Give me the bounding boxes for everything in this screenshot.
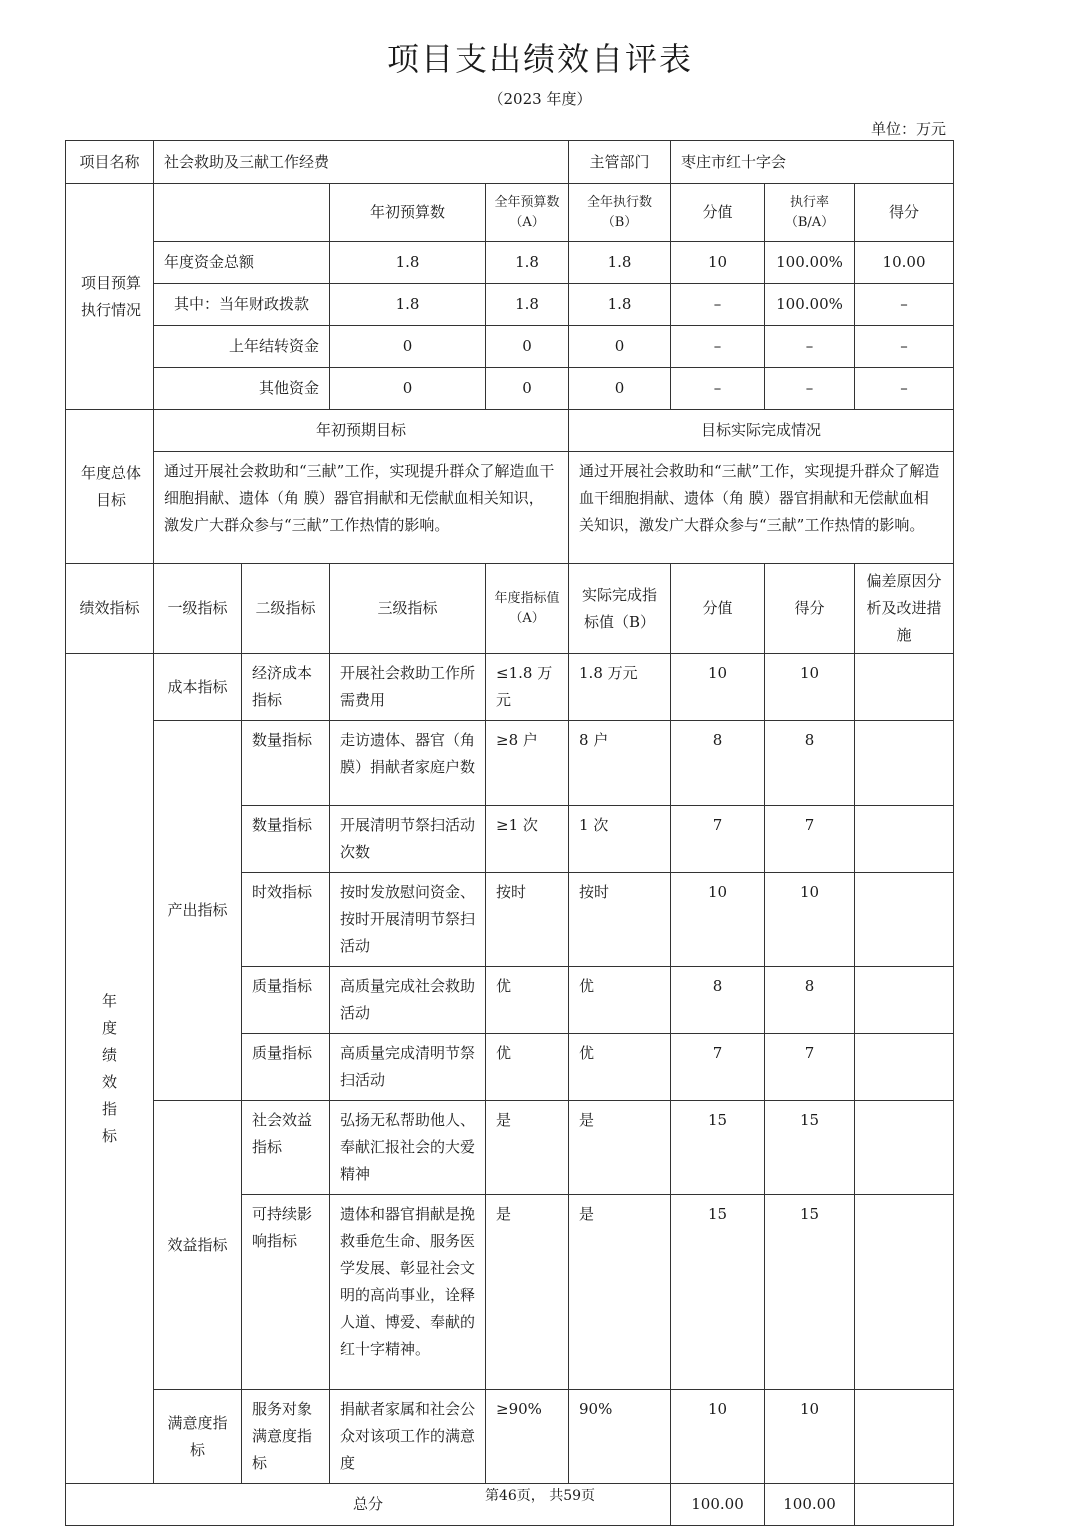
ind-score-value: 10 — [671, 654, 765, 721]
col-level1: 一级指标 — [154, 564, 242, 654]
ind-level2: 社会效益指标 — [242, 1101, 330, 1195]
budget-initial: 1.8 — [330, 242, 486, 284]
col-rate: 执行率 （B/A） — [765, 184, 855, 242]
ind-score-value: 15 — [671, 1195, 765, 1390]
budget-initial: 0 — [330, 326, 486, 368]
project-name-label: 项目名称 — [66, 141, 154, 184]
ind-score-value: 10 — [671, 873, 765, 967]
ind-actual: 90% — [569, 1390, 671, 1484]
ind-score-value: 8 — [671, 967, 765, 1034]
col-annual-budget: 全年预算数 （A） — [486, 184, 569, 242]
ind-deviation — [855, 1390, 954, 1484]
budget-executed: 1.8 — [569, 242, 671, 284]
ind-score: 10 — [765, 1390, 855, 1484]
goals-planned-text: 通过开展社会救助和“三献”工作，实现提升群众了解造血干细胞捐献、遗体（角 膜）器官捐献和无偿献血相关知识，激发广大群众参与“三献”工作热情的影响。 — [154, 452, 569, 564]
ind-actual: 是 — [569, 1101, 671, 1195]
ind-deviation — [855, 1101, 954, 1195]
goals-actual-text: 通过开展社会救助和“三献”工作，实现提升群众了解造血干细胞捐献、遗体（角 膜）器官捐献和无偿献血相关知识，激发广大群众参与“三献”工作热情的影响。 — [569, 452, 954, 564]
budget-row — [66, 284, 954, 326]
ind-target: 是 — [486, 1195, 569, 1390]
budget-annual: 0 — [486, 326, 569, 368]
evaluation-table — [65, 140, 954, 1526]
col-level3: 三级指标 — [330, 564, 486, 654]
ind-score-value: 7 — [671, 1034, 765, 1101]
project-name: 社会救助及三献工作经费 — [154, 141, 569, 184]
indicator-row — [66, 721, 954, 806]
budget-annual: 1.8 — [486, 242, 569, 284]
budget-score: – — [855, 284, 954, 326]
ind-actual: 按时 — [569, 873, 671, 967]
col-ind-score-value: 分值 — [671, 564, 765, 654]
ind-level3: 开展清明节祭扫活动次数 — [330, 806, 486, 873]
budget-row-label: 年度资金总额 — [154, 242, 330, 284]
budget-annual: 0 — [486, 368, 569, 410]
ind-target: 优 — [486, 1034, 569, 1101]
goals-planned-header: 年初预期目标 — [154, 410, 569, 452]
ind-actual: 优 — [569, 1034, 671, 1101]
goals-section-label: 年度总体目标 — [66, 410, 154, 564]
budget-score: 10.00 — [855, 242, 954, 284]
ind-level3: 开展社会救助工作所需费用 — [330, 654, 486, 721]
ind-level3: 捐献者家属和社会公众对该项工作的满意度 — [330, 1390, 486, 1484]
col-deviation: 偏差原因分析及改进措施 — [855, 564, 954, 654]
goals-text-row — [66, 452, 954, 564]
ind-level2: 质量指标 — [242, 967, 330, 1034]
ind-target: ≤1.8 万元 — [486, 654, 569, 721]
col-score-value: 分值 — [671, 184, 765, 242]
total-score-value: 100.00 — [671, 1484, 765, 1526]
ind-target: ≥1 次 — [486, 806, 569, 873]
ind-level2: 服务对象满意度指标 — [242, 1390, 330, 1484]
ind-actual: 8 户 — [569, 721, 671, 806]
ind-target: ≥8 户 — [486, 721, 569, 806]
budget-rate: – — [765, 326, 855, 368]
dept-name: 枣庄市红十字会 — [671, 141, 954, 184]
ind-level3: 弘扬无私帮助他人、奉献汇报社会的大爱精神 — [330, 1101, 486, 1195]
col-executed: 全年执行数 （B） — [569, 184, 671, 242]
budget-score-value: – — [671, 284, 765, 326]
budget-rate: 100.00% — [765, 242, 855, 284]
page-title: 项目支出绩效自评表 — [386, 40, 693, 78]
report-year: （2023 年度） — [488, 90, 592, 108]
budget-score: – — [855, 326, 954, 368]
ind-level3: 遗体和器官捐献是挽救垂危生命、服务医学发展、彰显社会文明的高尚事业，诠释人道、博爱、奉献的红十字精神。 — [330, 1195, 486, 1390]
group-benefit: 效益指标 — [154, 1101, 242, 1390]
ind-target: ≥90% — [486, 1390, 569, 1484]
ind-score: 10 — [765, 654, 855, 721]
project-row — [66, 141, 954, 184]
ind-deviation — [855, 1034, 954, 1101]
budget-row — [66, 242, 954, 284]
ind-actual: 1.8 万元 — [569, 654, 671, 721]
indicator-side-label: 年度绩效指标 — [66, 654, 154, 1484]
ind-level2: 数量指标 — [242, 721, 330, 806]
unit-label: 单位：万元 — [870, 120, 946, 138]
col-initial-budget: 年初预算数 — [330, 184, 486, 242]
ind-level2: 时效指标 — [242, 873, 330, 967]
ind-level3: 高质量完成清明节祭扫活动 — [330, 1034, 486, 1101]
ind-deviation — [855, 654, 954, 721]
ind-target: 优 — [486, 967, 569, 1034]
budget-annual: 1.8 — [486, 284, 569, 326]
ind-target: 是 — [486, 1101, 569, 1195]
ind-level3: 走访遗体、器官（角膜）捐献者家庭户数 — [330, 721, 486, 806]
indicator-row — [66, 1101, 954, 1195]
indicator-section-label: 绩效指标 — [66, 564, 154, 654]
budget-initial: 1.8 — [330, 284, 486, 326]
budget-score: – — [855, 368, 954, 410]
ind-deviation — [855, 873, 954, 967]
budget-score-value: – — [671, 326, 765, 368]
budget-row-label: 上年结转资金 — [154, 326, 330, 368]
indicator-row — [66, 1390, 954, 1484]
budget-row — [66, 368, 954, 410]
goals-actual-header: 目标实际完成情况 — [569, 410, 954, 452]
ind-score: 15 — [765, 1101, 855, 1195]
page-footer: 第46页， 共59页 — [484, 1488, 596, 1504]
col-level2: 二级指标 — [242, 564, 330, 654]
col-score: 得分 — [855, 184, 954, 242]
group-cost: 成本指标 — [154, 654, 242, 721]
ind-deviation — [855, 967, 954, 1034]
ind-level2: 经济成本指标 — [242, 654, 330, 721]
ind-score: 10 — [765, 873, 855, 967]
dept-label: 主管部门 — [569, 141, 671, 184]
ind-score: 8 — [765, 967, 855, 1034]
ind-score-value: 10 — [671, 1390, 765, 1484]
budget-row-label: 其中：当年财政拨款 — [154, 284, 330, 326]
ind-deviation — [855, 1195, 954, 1390]
budget-score-value: 10 — [671, 242, 765, 284]
ind-level3: 高质量完成社会救助活动 — [330, 967, 486, 1034]
ind-target: 按时 — [486, 873, 569, 967]
ind-score: 7 — [765, 1034, 855, 1101]
budget-executed: 0 — [569, 368, 671, 410]
ind-score-value: 15 — [671, 1101, 765, 1195]
budget-header-blank — [154, 184, 330, 242]
ind-actual: 1 次 — [569, 806, 671, 873]
budget-row-label: 其他资金 — [154, 368, 330, 410]
ind-level3: 按时发放慰问资金、按时开展清明节祭扫活动 — [330, 873, 486, 967]
ind-score-value: 7 — [671, 806, 765, 873]
indicator-header-row — [66, 564, 954, 654]
budget-row — [66, 326, 954, 368]
budget-initial: 0 — [330, 368, 486, 410]
budget-score-value: – — [671, 368, 765, 410]
budget-rate: – — [765, 368, 855, 410]
goals-header-row — [66, 410, 954, 452]
group-output: 产出指标 — [154, 721, 242, 1101]
col-target: 年度指标值（A） — [486, 564, 569, 654]
col-ind-score: 得分 — [765, 564, 855, 654]
budget-rate: 100.00% — [765, 284, 855, 326]
ind-score: 7 — [765, 806, 855, 873]
ind-level2: 可持续影响指标 — [242, 1195, 330, 1390]
total-score: 100.00 — [765, 1484, 855, 1526]
ind-score: 8 — [765, 721, 855, 806]
budget-header-row — [66, 184, 954, 242]
budget-section-label: 项目预算执行情况 — [66, 184, 154, 410]
ind-level2: 数量指标 — [242, 806, 330, 873]
indicator-row — [66, 654, 954, 721]
col-actual: 实际完成指标值（B） — [569, 564, 671, 654]
budget-executed: 0 — [569, 326, 671, 368]
total-label: 总分 — [66, 1484, 671, 1526]
group-satisfaction: 满意度指标 — [154, 1390, 242, 1484]
ind-deviation — [855, 806, 954, 873]
ind-actual: 是 — [569, 1195, 671, 1390]
ind-score: 15 — [765, 1195, 855, 1390]
ind-level2: 质量指标 — [242, 1034, 330, 1101]
ind-score-value: 8 — [671, 721, 765, 806]
budget-executed: 1.8 — [569, 284, 671, 326]
ind-deviation — [855, 721, 954, 806]
ind-actual: 优 — [569, 967, 671, 1034]
